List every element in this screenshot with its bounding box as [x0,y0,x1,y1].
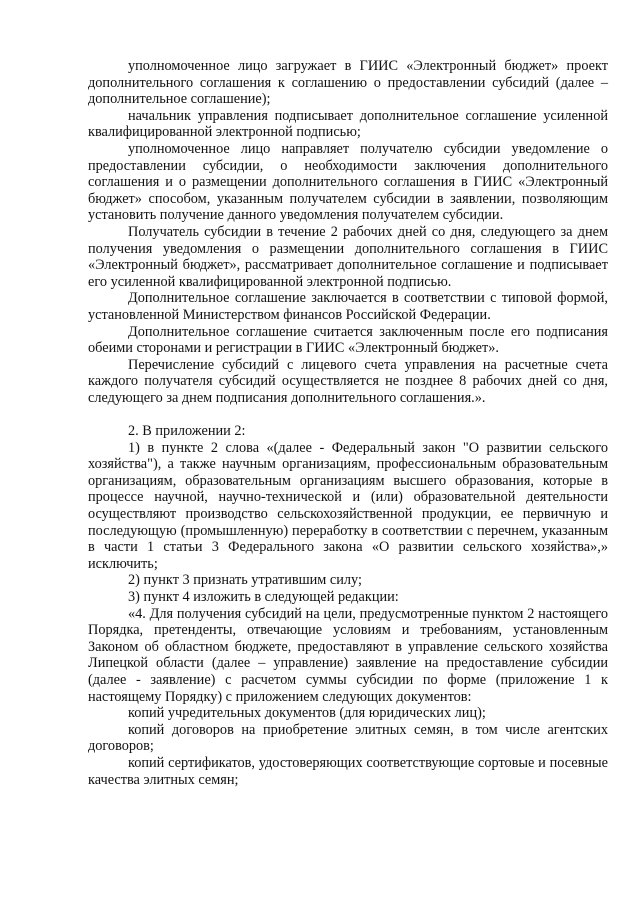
paragraph-appendix-2-heading: 2. В приложении 2: [128,423,246,440]
paragraph-transfer: Перечисление субсидий с лицевого счета управления на расчетные счета каждого получателя субсидий осуществляется не позднее 8 рабочих дней со дня, следующего за днем подписания дополнительного соглашения.». [88,356,608,406]
paragraph-upload-draft: уполномоченное лицо загружает в ГИИС «Электронный бюджет» проект дополнительного соглашения к соглашению о предоставлении субсидий (далее – дополнительное соглашение); [88,58,608,108]
paragraph-agreement-concluded: Дополнительное соглашение считается заключенным после его подписания обеими сторонами и регистрации в ГИИС «Электронный бюджет». [88,323,608,357]
paragraph-recipient-review: Получатель субсидии в течение 2 рабочих дней со дня, следующего за днем получения уведомления о размещении дополнительного соглашения в ГИИС «Электронный бюджет», рассматривает дополнительное соглашение и подписывает его усиленной квалифицированной электронной подписью. [88,223,608,290]
paragraph-head-signs: начальник управления подписывает дополнительное соглашение усиленной квалифицированной электронной подписью; [88,107,608,141]
paragraph-doc-founding: копий учредительных документов (для юридических лиц); [128,705,486,722]
document-page [88,58,608,788]
paragraph-item-2: 2) пункт 3 признать утратившим силу; [128,572,362,589]
paragraph-point-4: «4. Для получения субсидий на цели, предусмотренные пунктом 2 настоящего Порядка, претенденты, отвечающие условиям и требованиям, установленным Законом об областном бюджете, предоставляют в управление сельского хозяйства Липецкой области (далее – управление) заявление на предоставление субсидии (далее - заявление) с расчетом суммы субсидии по форме (приложение 1 к настоящему Порядку) с приложением следующих документов: [88,605,608,705]
paragraph-gap [88,406,608,423]
paragraph-doc-contracts: копий договоров на приобретение элитных семян, в том числе агентских договоров; [88,721,608,755]
paragraph-standard-form: Дополнительное соглашение заключается в соответствии с типовой формой, установленной Министерством финансов Российской Федерации. [88,290,608,323]
paragraph-item-1: 1) в пункте 2 слова «(далее - Федеральный закон "О развитии сельского хозяйства"), а также научным организациям, профессиональным образовательным организациям, образовательным организациям высшего образования, которые в процессе научной, научно-технической и (или) образовательной деятельности осуществляют производство сельскохозяйственной продукции, ее первичную и последующую (промышленную) переработку в соответствии с перечнем, указанным в части 1 статьи 3 Федерального закона «О развитии сельского хозяйства»,» исключить; [88,439,608,572]
paragraph-doc-certificates: копий сертификатов, удостоверяющих соответствующие сортовые и посевные качества элитных семян; [88,754,608,788]
paragraph-item-3: 3) пункт 4 изложить в следующей редакции: [128,589,399,605]
paragraph-notification: уполномоченное лицо направляет получателю субсидии уведомление о предоставлении субсидии, о необходимости заключения дополнительного соглашения и о размещении дополнительного соглашения в ГИИС «Электронный бюджет» способом, указанным получателем субсидии в заявлении, позволяющим установить получение данного уведомления получателем субсидии. [88,140,608,224]
